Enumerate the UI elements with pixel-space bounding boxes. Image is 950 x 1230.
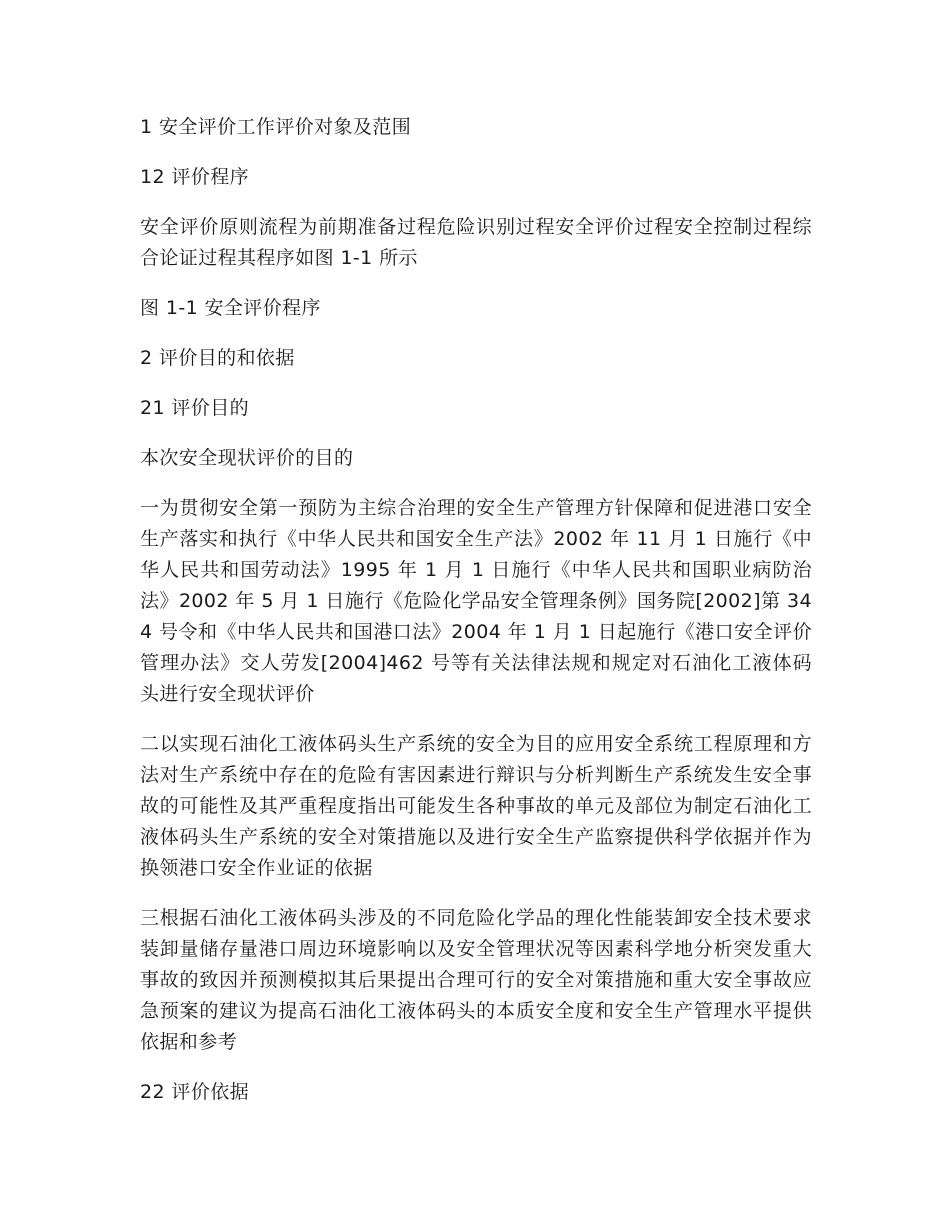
section-heading-procedure: 12 评价程序 bbox=[140, 166, 250, 188]
paragraph-purpose-two: 二以实现石油化工液体码头生产系统的安全为目的应用安全系统工程原理和方法对生产系统中存在的危险有害因素进行辩识与分析判断生产系统发生安全事故的可能性及其严重程度指出可能发生各种事故的单元及部位为制定石油化工液体码头生产系统的安全对策措施以及进行安全生产监察提供科学依据并作为换领港口安全作业证的依据 bbox=[140, 733, 812, 879]
paragraph-procedure-flow: 安全评价原则流程为前期准备过程危险识别过程安全评价过程安全控制过程综合论证过程其程序如图 1-1 所示 bbox=[140, 216, 812, 269]
section-heading-scope: 1 安全评价工作评价对象及范围 bbox=[140, 116, 412, 138]
document-body bbox=[140, 112, 812, 1127]
section-heading-purpose-basis: 2 评价目的和依据 bbox=[140, 347, 295, 369]
figure-caption: 图 1-1 安全评价程序 bbox=[140, 297, 321, 319]
section-heading-basis: 22 评价依据 bbox=[140, 1081, 250, 1103]
paragraph-purpose-one: 一为贯彻安全第一预防为主综合治理的安全生产管理方针保障和促进港口安全生产落实和执行《中华人民共和国安全生产法》2002 年 11 月 1 日施行《中华人民共和国劳动法》1995 年 1 月 1 日施行《中华人民共和国职业病防治法》2002 年 5 月 1 日施行《危险化学品安全管理条例》国务院[2002]第 344 号令和《中华人民共和国港口法》2004 年 1 月 1 日起施行《港口安全评价管理办法》交人劳发[2004]462 号等有关法律法规和规定对石油化工液体码头进行安全现状评价 bbox=[140, 497, 812, 705]
paragraph-purpose-intro: 本次安全现状评价的目的 bbox=[140, 447, 354, 469]
paragraph-purpose-three: 三根据石油化工液体码头涉及的不同危险化学品的理化性能装卸安全技术要求装卸量储存量港口周边环境影响以及安全管理状况等因素科学地分析突发重大事故的致因并预测模拟其后果提出合理可行的安全对策措施和重大安全事故应急预案的建议为提高石油化工液体码头的本质安全度和安全生产管理水平提供依据和参考 bbox=[140, 907, 812, 1053]
section-heading-purpose: 21 评价目的 bbox=[140, 397, 250, 419]
